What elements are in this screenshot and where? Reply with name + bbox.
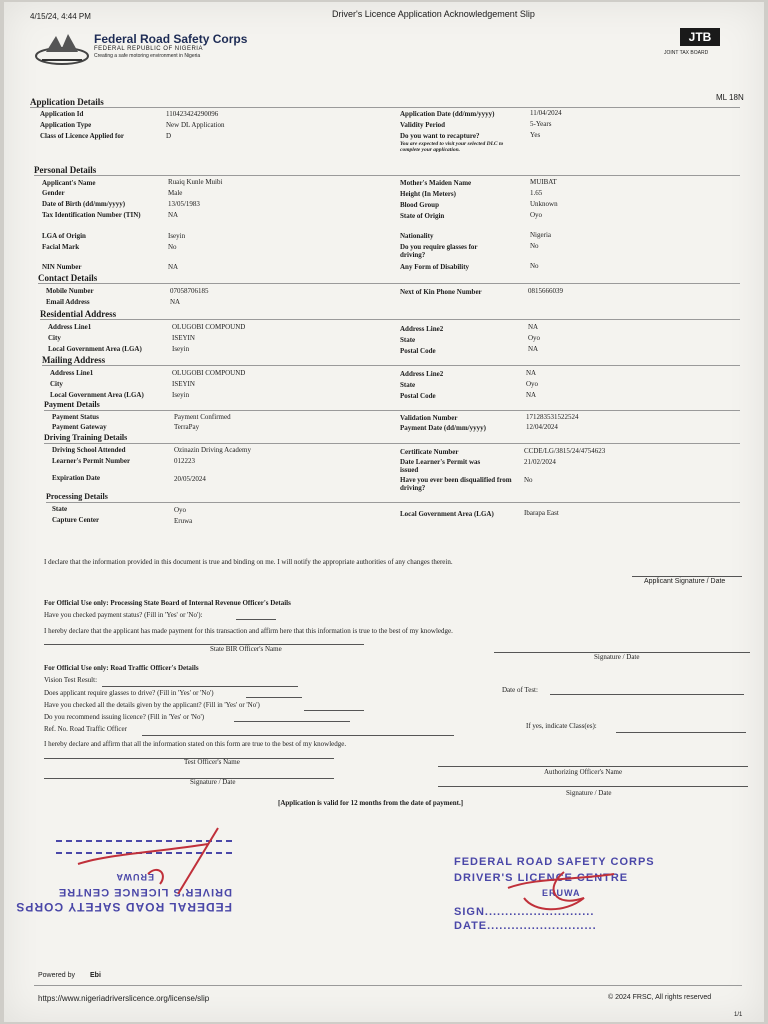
field-value: 21/02/2024 (524, 458, 556, 466)
document-title: Driver's Licence Application Acknowledgement Slip (332, 9, 535, 19)
divider (44, 410, 740, 411)
birs-signature-label: Signature / Date (594, 653, 640, 661)
rto-question: Vision Test Result: (44, 676, 98, 684)
test-officer-name-label: Test Officer's Name (184, 758, 240, 766)
stamp-text: DATE........................... (454, 920, 597, 932)
field-value: 0815666039 (528, 287, 563, 295)
stamp-text: DRIVER'S LICENCE CENTRE (454, 872, 629, 884)
signature-scribble-right (504, 868, 624, 918)
frsc-emblem-icon (32, 30, 92, 68)
field-value: Oyo (528, 334, 541, 342)
field-value: Oyo (530, 211, 543, 219)
field-value: Ibarapa East (524, 509, 559, 517)
divider (38, 283, 740, 284)
field-value: NA (528, 323, 539, 331)
field-label: Learner's Permit Number (52, 457, 131, 465)
field-label: Application Id (40, 110, 84, 118)
field-value: No (168, 243, 177, 251)
field-label: Address Line1 (48, 323, 92, 331)
field-label: Application Type (40, 121, 92, 129)
field-value: No (524, 476, 533, 484)
class-label: If yes, indicate Class(es): (526, 722, 597, 730)
stamp-text: ERUWA (115, 872, 154, 882)
birs-heading: For Official Use only: Processing State Board of Internal Revenue Officer's Details (44, 599, 291, 607)
field-value: D (166, 132, 172, 140)
page-number: 1/1 (734, 1012, 743, 1018)
section-heading-training: Driving Training Details (44, 433, 128, 442)
divider (46, 502, 740, 503)
field-label: City (48, 334, 61, 342)
field-label: Mother's Maiden Name (400, 179, 472, 187)
org-subtitle: FEDERAL REPUBLIC OF NIGERIA (94, 46, 203, 52)
fill-line (616, 732, 746, 733)
recapture-note: You are expected to visit your selected DLC to complete your application. (400, 141, 504, 153)
org-motto: Creating a safe motoring environment in Nigeria (94, 53, 201, 59)
field-label: Local Government Area (LGA) (400, 510, 494, 518)
rto-question: Have you checked all the details given by the applicant? (Fill in 'Yes' or 'No') (44, 701, 260, 709)
field-label: Height (In Meters) (400, 190, 456, 198)
rto-question: Ref. No. Road Traffic Officer (44, 725, 127, 733)
field-value: NA (168, 263, 179, 271)
field-label: Have you ever been disqualified from driving? (400, 476, 512, 492)
stamp-text: ERUWA (542, 888, 581, 898)
signature-line (632, 576, 742, 577)
field-value: CCDE/LG/3815/24/4754623 (524, 447, 606, 455)
field-value: 171283531522524 (526, 413, 579, 421)
field-label: Do you require glasses for driving? (400, 243, 478, 259)
field-label: Do you want to recapture? (400, 132, 480, 140)
field-label: Email Address (46, 298, 90, 306)
field-value: 12/04/2024 (526, 423, 558, 431)
field-label: City (50, 380, 63, 388)
field-value: No (530, 242, 539, 250)
copyright: © 2024 FRSC, All rights reserved (608, 994, 712, 1001)
form-code: ML 18N (716, 93, 744, 102)
stamp-text: FEDERAL ROAD SAFETY CORPS (15, 900, 232, 914)
signature-line (438, 786, 748, 787)
birs-officer-name-label: State BIR Officer's Name (210, 645, 282, 653)
field-label: Blood Group (400, 201, 439, 209)
fill-line (304, 710, 364, 711)
jtb-logo: JTB (680, 28, 720, 46)
field-label: Applicant's Name (42, 179, 96, 187)
birs-declaration: I hereby declare that the applicant has made payment for this transaction and affirm here that this information is true to the best of my knowledge. (44, 627, 453, 635)
jtb-subtitle: JOINT TAX BOARD (664, 50, 709, 56)
birs-question: Have you checked payment status? (Fill in 'Yes' or 'No'): (44, 611, 203, 619)
divider (34, 175, 740, 176)
rto-heading: For Official Use only: Road Traffic Officer's Details (44, 664, 199, 672)
fill-line (142, 735, 454, 736)
field-label: Tax Identification Number (TIN) (42, 211, 141, 219)
date-of-test-label: Date of Test: (502, 686, 538, 694)
powered-by-label: Powered by (38, 972, 75, 979)
field-value: No (530, 262, 539, 270)
field-value: MUIBAT (530, 178, 557, 186)
field-label: State (52, 505, 68, 513)
acknowledgement-slip (4, 2, 764, 1022)
field-label: Class of Licence Applied for (40, 132, 124, 140)
field-label: Validation Number (400, 414, 458, 422)
rto-question: Do you recommend issuing licence? (Fill in 'Yes' or 'No') (44, 713, 205, 721)
field-label: Certificate Number (400, 448, 459, 456)
field-label: Postal Code (400, 347, 436, 355)
field-value: NA (526, 391, 537, 399)
field-label: Payment Status (52, 413, 99, 421)
field-value: New DL Application (166, 121, 225, 129)
field-label: Any Form of Disability (400, 263, 470, 271)
field-value: NA (526, 369, 537, 377)
field-value: Iseyin (172, 345, 190, 353)
authorizing-officer-name-label: Authorizing Officer's Name (544, 768, 623, 776)
field-value: Ruaiq Kunle Muibi (168, 178, 223, 186)
stamp-text: DRIVER'S LICENCE CENTRE (57, 886, 232, 898)
field-value: Iseyin (168, 232, 186, 240)
field-value: ISEYIN (172, 380, 195, 388)
field-value: 11/04/2024 (530, 109, 562, 117)
field-label: Address Line2 (400, 325, 444, 333)
field-value: Iseyin (172, 391, 190, 399)
section-heading-mailing: Mailing Address (42, 355, 106, 365)
authorizing-officer-signature-label: Signature / Date (566, 789, 612, 797)
field-value: Yes (530, 131, 541, 139)
field-value: NA (170, 298, 181, 306)
divider (34, 985, 742, 986)
stamp-text: SIGN........................... (454, 906, 595, 918)
divider (40, 319, 740, 320)
field-value: ISEYIN (172, 334, 195, 342)
field-value: Oyo (174, 506, 187, 514)
field-value: 012223 (174, 457, 195, 465)
field-value: 07058706185 (170, 287, 209, 295)
field-label: Driving School Attended (52, 446, 126, 454)
section-heading-payment: Payment Details (44, 400, 100, 409)
divider (30, 107, 740, 108)
declaration-text: I declare that the information provided in this document is true and binding on me. I will notify the appropriate authorities of any changes therein. (44, 558, 453, 566)
fill-line (550, 694, 744, 695)
field-label: Capture Center (52, 516, 100, 524)
field-label: State (400, 336, 416, 344)
fill-line (234, 721, 350, 722)
section-heading-application: Application Details (30, 97, 104, 107)
field-label: Next of Kin Phone Number (400, 288, 482, 296)
field-label: Address Line2 (400, 370, 444, 378)
field-label: Local Government Area (LGA) (48, 345, 142, 353)
section-heading-personal: Personal Details (34, 165, 97, 175)
field-label: Date of Birth (dd/mm/yyyy) (42, 200, 126, 208)
field-label: Local Government Area (LGA) (50, 391, 144, 399)
powered-by-logo: Ebi (90, 972, 101, 979)
field-value: Payment Confirmed (174, 413, 231, 421)
signature-scribble-left (68, 824, 238, 894)
rto-declaration: I hereby declare and affirm that all the information stated on this form are true to the best of my knowledge. (44, 740, 347, 748)
field-label: Facial Mark (42, 243, 80, 251)
field-label: Application Date (dd/mm/yyyy) (400, 110, 495, 118)
field-value: Eruwa (174, 517, 193, 525)
field-value: Ozinazin Driving Academy (174, 446, 251, 454)
divider (44, 443, 740, 444)
signature-line (44, 644, 364, 645)
field-value: 5-Years (530, 120, 552, 128)
field-label: State (400, 381, 416, 389)
field-label: Date Learner's Permit was issued (400, 458, 481, 474)
validity-note: [Application is valid for 12 months from the date of payment.] (278, 799, 464, 807)
field-value: TerraPay (174, 423, 200, 431)
field-label: Address Line1 (50, 369, 94, 377)
test-officer-signature-label: Signature / Date (190, 778, 236, 786)
stamp-text: FEDERAL ROAD SAFETY CORPS (454, 856, 655, 868)
field-value: 110423424290096 (166, 110, 219, 118)
field-label: Validity Period (400, 121, 446, 129)
org-name: Federal Road Safety Corps (94, 32, 248, 46)
field-label: LGA of Origin (42, 232, 86, 240)
field-value: 20/05/2024 (174, 475, 206, 483)
field-value: Oyo (526, 380, 539, 388)
signature-line (44, 778, 334, 779)
field-label: NIN Number (42, 263, 82, 271)
field-label: Payment Date (dd/mm/yyyy) (400, 424, 486, 432)
field-label: Mobile Number (46, 287, 94, 295)
field-value: NA (528, 345, 539, 353)
field-value: Unknown (530, 200, 558, 208)
signature-line (438, 766, 748, 767)
section-heading-processing: Processing Details (46, 492, 108, 501)
field-value: OLUGOBI COMPOUND (172, 323, 246, 331)
field-label: Gender (42, 189, 65, 197)
field-value: Nigeria (530, 231, 551, 239)
field-value: 1.65 (530, 189, 543, 197)
fill-line (102, 686, 298, 687)
section-heading-residential: Residential Address (40, 309, 117, 319)
fill-line (246, 697, 302, 698)
field-value: 13/05/1983 (168, 200, 200, 208)
field-label: Nationality (400, 232, 434, 240)
field-label: Expiration Date (52, 474, 101, 482)
section-heading-contact: Contact Details (38, 273, 98, 283)
divider (42, 365, 740, 366)
field-label: State of Origin (400, 212, 445, 220)
field-value: Male (168, 189, 183, 197)
rto-question: Does applicant require glasses to drive? (Fill in 'Yes' or 'No') (44, 689, 214, 697)
applicant-signature-label: Applicant Signature / Date (644, 578, 726, 585)
field-label: Postal Code (400, 392, 436, 400)
slip-url-link[interactable]: https://www.nigeriadriverslicence.org/license/slip (38, 994, 210, 1003)
print-datetime: 4/15/24, 4:44 PM (30, 12, 91, 21)
field-value: OLUGOBI COMPOUND (172, 369, 246, 377)
fill-line (236, 619, 276, 620)
field-label: Payment Gateway (52, 423, 107, 431)
field-value: NA (168, 211, 179, 219)
